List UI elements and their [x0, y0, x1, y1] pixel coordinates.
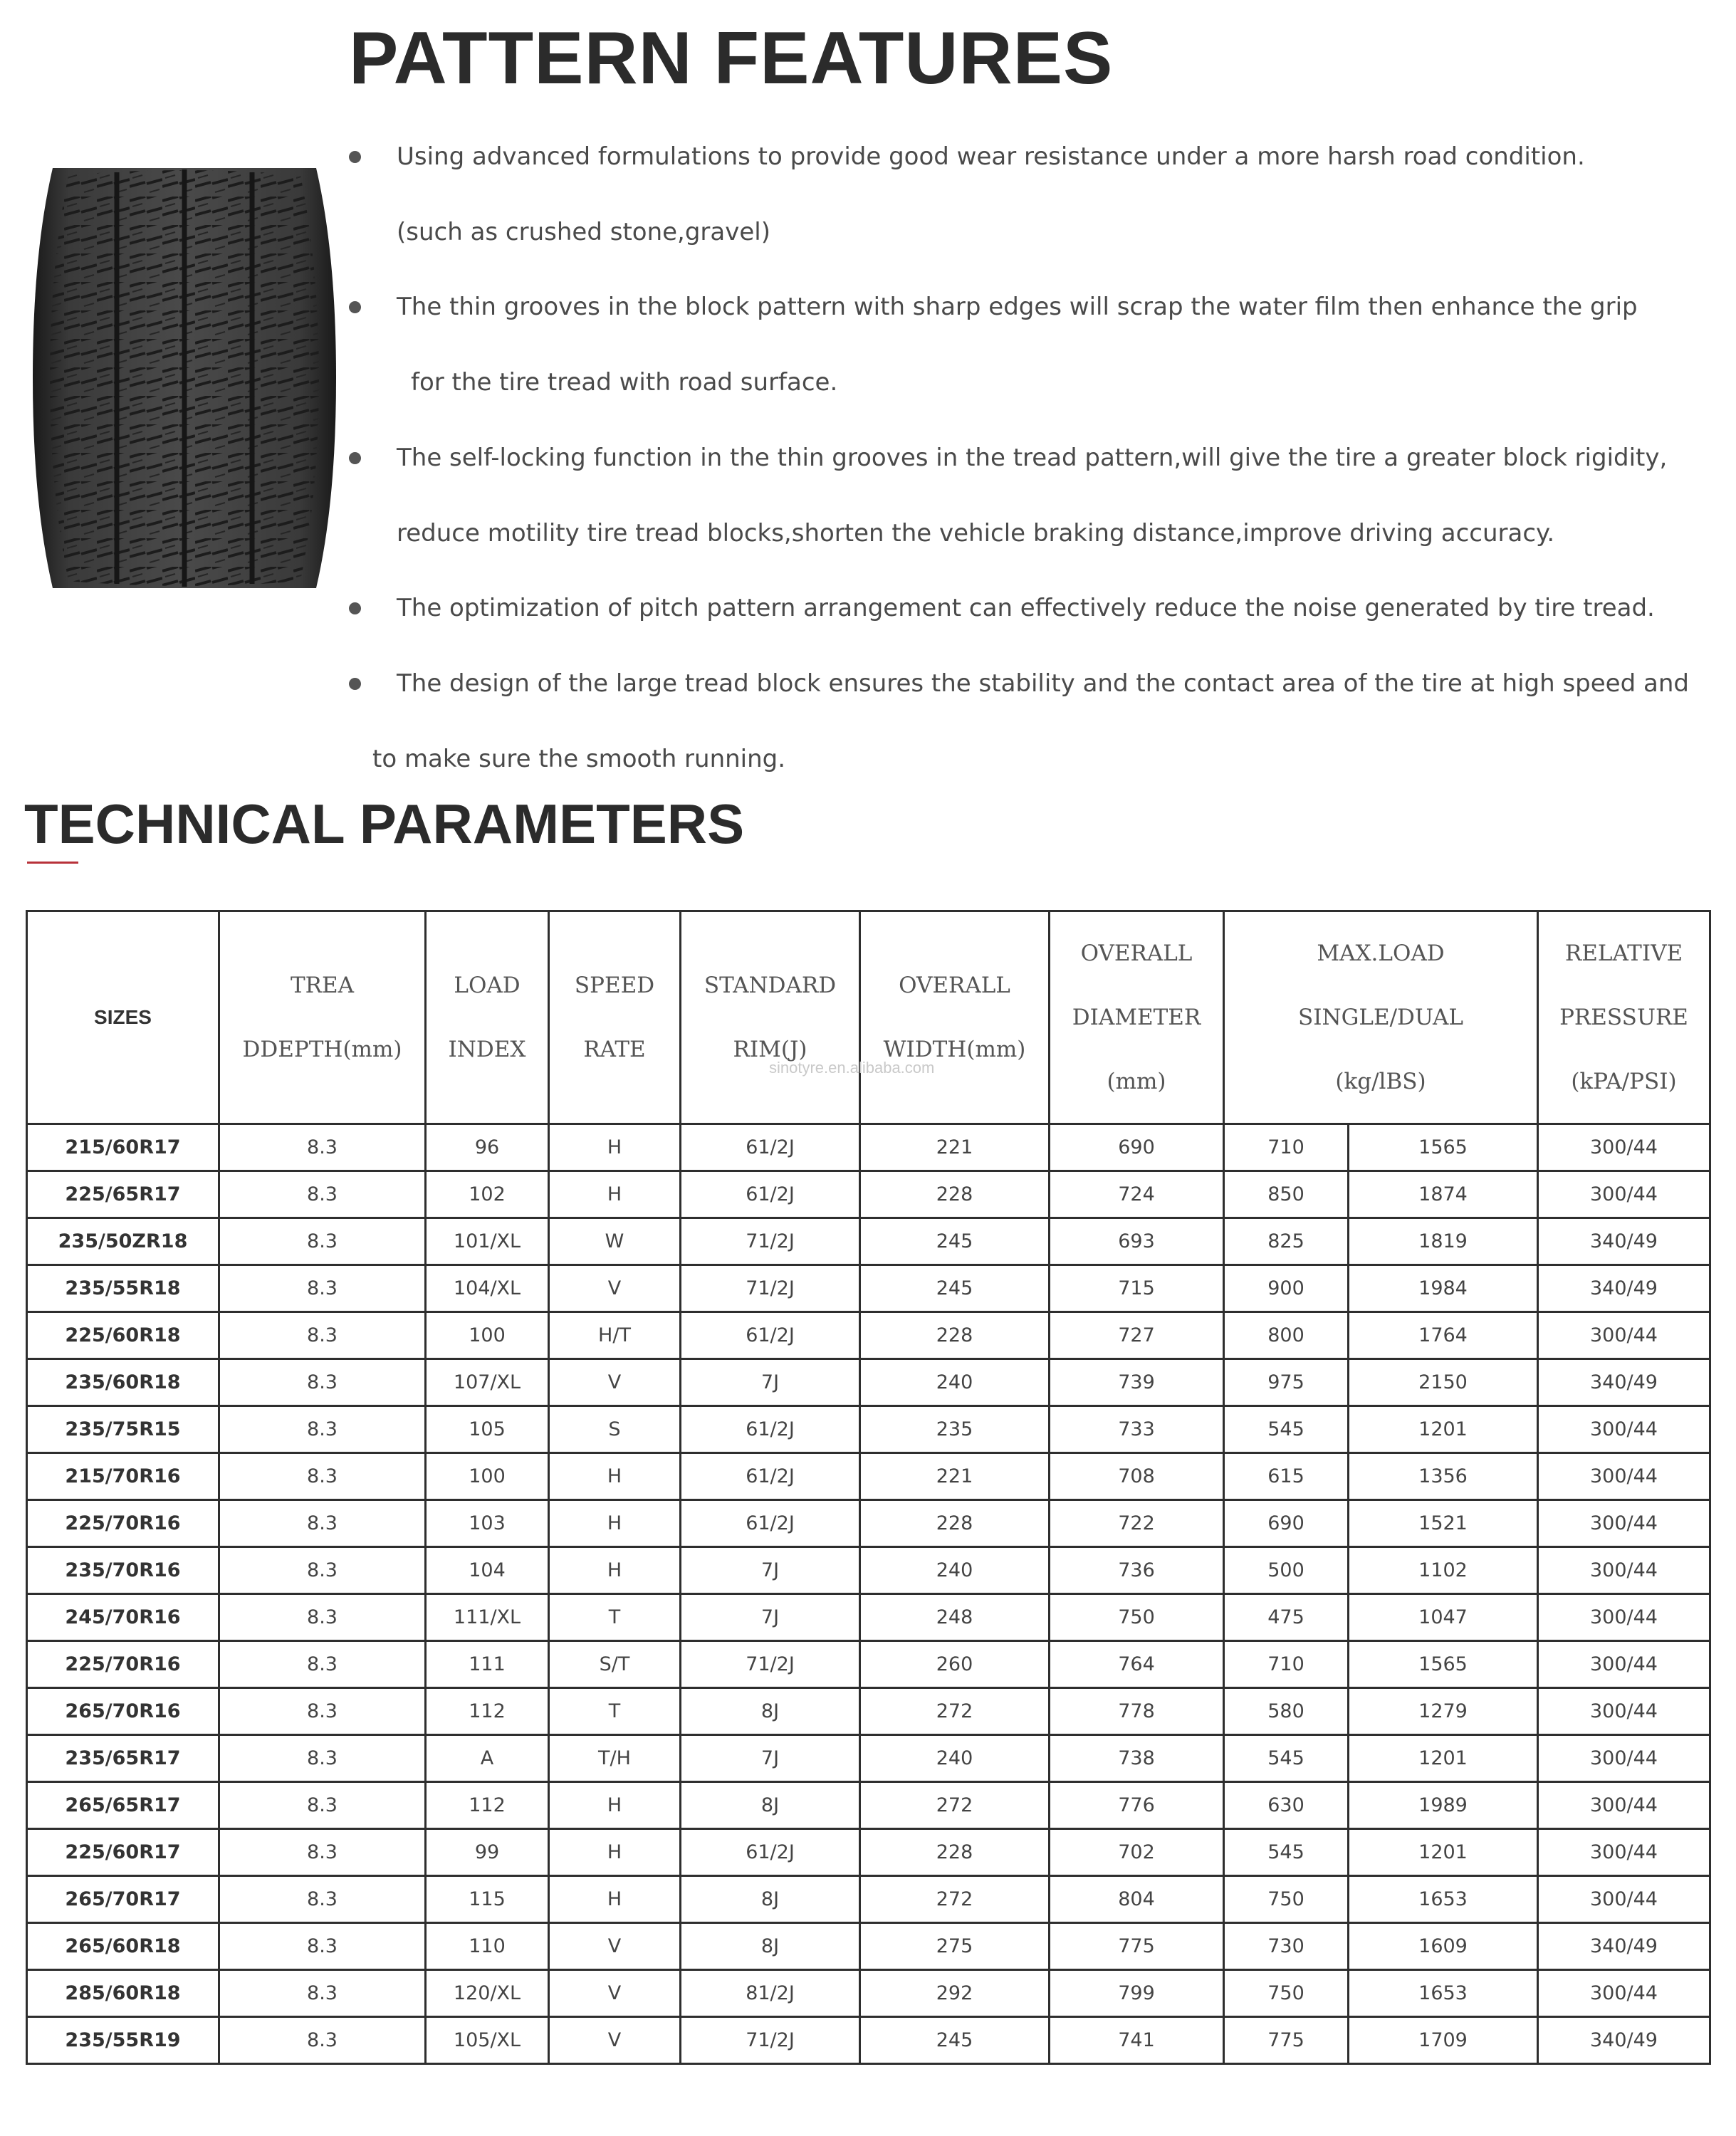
cell-overall-width: 228 — [860, 1500, 1050, 1547]
header-speed-rate: SPEED RATE — [549, 911, 681, 1124]
cell-load-index: 99 — [426, 1829, 549, 1876]
cell-size: 245/70R16 — [27, 1594, 219, 1641]
cell-speed-rate: V — [549, 1923, 681, 1970]
cell-tread-depth: 8.3 — [219, 1359, 426, 1406]
cell-load-index: 115 — [426, 1876, 549, 1923]
cell-speed-rate: W — [549, 1218, 681, 1265]
cell-max-load-single: 580 — [1224, 1688, 1349, 1735]
feature-line: for the tire tread with road surface. — [411, 368, 838, 397]
cell-max-load-dual: 1201 — [1349, 1829, 1538, 1876]
cell-overall-diameter: 722 — [1050, 1500, 1224, 1547]
cell-load-index: A — [426, 1735, 549, 1782]
table-row — [27, 1406, 1710, 1453]
cell-max-load-single: 690 — [1224, 1500, 1349, 1547]
cell-overall-diameter: 750 — [1050, 1594, 1224, 1641]
cell-overall-width: 240 — [860, 1359, 1050, 1406]
cell-max-load-single: 800 — [1224, 1312, 1349, 1359]
cell-overall-diameter: 727 — [1050, 1312, 1224, 1359]
cell-max-load-single: 775 — [1224, 2017, 1349, 2064]
cell-size: 225/60R18 — [27, 1312, 219, 1359]
cell-speed-rate: V — [549, 2017, 681, 2064]
cell-max-load-single: 545 — [1224, 1829, 1349, 1876]
cell-overall-width: 272 — [860, 1688, 1050, 1735]
cell-relative-pressure: 340/49 — [1538, 1218, 1710, 1265]
cell-overall-diameter: 775 — [1050, 1923, 1224, 1970]
cell-tread-depth: 8.3 — [219, 1782, 426, 1829]
cell-standard-rim: 7J — [681, 1594, 860, 1641]
cell-standard-rim: 61/2J — [681, 1171, 860, 1218]
table-row — [27, 1500, 1710, 1547]
cell-relative-pressure: 300/44 — [1538, 1312, 1710, 1359]
cell-speed-rate: V — [549, 1970, 681, 2017]
table-row — [27, 1641, 1710, 1688]
cell-overall-width: 228 — [860, 1171, 1050, 1218]
cell-size: 285/60R18 — [27, 1970, 219, 2017]
cell-standard-rim: 61/2J — [681, 1500, 860, 1547]
cell-overall-diameter: 776 — [1050, 1782, 1224, 1829]
cell-tread-depth: 8.3 — [219, 1171, 426, 1218]
cell-standard-rim: 7J — [681, 1735, 860, 1782]
cell-max-load-dual: 1984 — [1349, 1265, 1538, 1312]
table-row — [27, 1688, 1710, 1735]
cell-overall-diameter: 778 — [1050, 1688, 1224, 1735]
feature-line: (such as crushed stone,gravel) — [397, 218, 770, 246]
cell-overall-diameter: 736 — [1050, 1547, 1224, 1594]
cell-speed-rate: H — [549, 1547, 681, 1594]
table-row — [27, 1923, 1710, 1970]
cell-size: 265/60R18 — [27, 1923, 219, 1970]
cell-overall-diameter: 708 — [1050, 1453, 1224, 1500]
cell-max-load-dual: 1874 — [1349, 1171, 1538, 1218]
cell-overall-width: 272 — [860, 1782, 1050, 1829]
cell-relative-pressure: 300/44 — [1538, 1876, 1710, 1923]
cell-overall-width: 240 — [860, 1735, 1050, 1782]
cell-standard-rim: 8J — [681, 1923, 860, 1970]
table-row — [27, 1171, 1710, 1218]
feature-line: reduce motility tire tread blocks,shorten the vehicle braking distance,improve driving accuracy. — [397, 519, 1555, 548]
bullet-icon — [349, 678, 361, 690]
cell-max-load-dual: 1609 — [1349, 1923, 1538, 1970]
cell-max-load-single: 900 — [1224, 1265, 1349, 1312]
feature-line: The optimization of pitch pattern arrangement can effectively reduce the noise generated by tire tread. — [397, 594, 1655, 622]
cell-max-load-dual: 1047 — [1349, 1594, 1538, 1641]
cell-max-load-single: 850 — [1224, 1171, 1349, 1218]
cell-relative-pressure: 300/44 — [1538, 1453, 1710, 1500]
header-standard-rim: STANDARD RIM(J) — [681, 911, 860, 1124]
cell-overall-width: 272 — [860, 1876, 1050, 1923]
table-row — [27, 1547, 1710, 1594]
cell-load-index: 111/XL — [426, 1594, 549, 1641]
cell-speed-rate: T — [549, 1594, 681, 1641]
cell-overall-width: 240 — [860, 1547, 1050, 1594]
cell-speed-rate: T/H — [549, 1735, 681, 1782]
cell-size: 235/55R19 — [27, 2017, 219, 2064]
cell-standard-rim: 81/2J — [681, 1970, 860, 2017]
cell-max-load-single: 475 — [1224, 1594, 1349, 1641]
cell-tread-depth: 8.3 — [219, 1547, 426, 1594]
cell-relative-pressure: 340/49 — [1538, 2017, 1710, 2064]
cell-max-load-single: 545 — [1224, 1735, 1349, 1782]
table-row — [27, 1124, 1710, 1171]
cell-speed-rate: H — [549, 1782, 681, 1829]
cell-load-index: 96 — [426, 1124, 549, 1171]
cell-standard-rim: 71/2J — [681, 1218, 860, 1265]
header-relative-pressure: RELATIVE PRESSURE (kPA/PSI) — [1538, 911, 1710, 1124]
header-max-load: MAX.LOAD SINGLE/DUAL (kg/lBS) — [1224, 911, 1538, 1124]
cell-standard-rim: 71/2J — [681, 1641, 860, 1688]
watermark: sinotyre.en.alibaba.com — [769, 1059, 935, 1077]
cell-max-load-single: 615 — [1224, 1453, 1349, 1500]
cell-standard-rim: 8J — [681, 1688, 860, 1735]
cell-size: 235/60R18 — [27, 1359, 219, 1406]
cell-tread-depth: 8.3 — [219, 1688, 426, 1735]
cell-overall-diameter: 724 — [1050, 1171, 1224, 1218]
header-overall-diameter: OVERALL DIAMETER (mm) — [1050, 911, 1224, 1124]
cell-relative-pressure: 340/49 — [1538, 1359, 1710, 1406]
cell-speed-rate: V — [549, 1265, 681, 1312]
cell-overall-diameter: 741 — [1050, 2017, 1224, 2064]
cell-size: 225/70R16 — [27, 1500, 219, 1547]
header-load-index: LOAD INDEX — [426, 911, 549, 1124]
cell-size: 225/65R17 — [27, 1171, 219, 1218]
table-row — [27, 1312, 1710, 1359]
cell-overall-width: 260 — [860, 1641, 1050, 1688]
technical-parameters-table — [26, 910, 1711, 2065]
cell-load-index: 112 — [426, 1688, 549, 1735]
cell-overall-width: 221 — [860, 1124, 1050, 1171]
cell-max-load-dual: 1653 — [1349, 1876, 1538, 1923]
table-row — [27, 1594, 1710, 1641]
cell-speed-rate: H — [549, 1124, 681, 1171]
cell-max-load-dual: 1565 — [1349, 1124, 1538, 1171]
cell-overall-diameter: 804 — [1050, 1876, 1224, 1923]
cell-size: 235/65R17 — [27, 1735, 219, 1782]
cell-relative-pressure: 300/44 — [1538, 1547, 1710, 1594]
cell-size: 215/70R16 — [27, 1453, 219, 1500]
cell-tread-depth: 8.3 — [219, 1594, 426, 1641]
cell-tread-depth: 8.3 — [219, 2017, 426, 2064]
cell-load-index: 111 — [426, 1641, 549, 1688]
cell-max-load-single: 750 — [1224, 1970, 1349, 2017]
cell-relative-pressure: 340/49 — [1538, 1265, 1710, 1312]
cell-size: 265/70R17 — [27, 1876, 219, 1923]
feature-line: Using advanced formulations to provide good wear resistance under a more harsh road condition. — [397, 142, 1585, 171]
cell-overall-width: 248 — [860, 1594, 1050, 1641]
cell-overall-diameter: 715 — [1050, 1265, 1224, 1312]
cell-relative-pressure: 300/44 — [1538, 1735, 1710, 1782]
cell-size: 235/70R16 — [27, 1547, 219, 1594]
pattern-features-title: PATTERN FEATURES — [349, 17, 1114, 100]
cell-tread-depth: 8.3 — [219, 1876, 426, 1923]
cell-relative-pressure: 300/44 — [1538, 1970, 1710, 2017]
cell-relative-pressure: 300/44 — [1538, 1500, 1710, 1547]
cell-speed-rate: S — [549, 1406, 681, 1453]
cell-overall-width: 235 — [860, 1406, 1050, 1453]
cell-size: 265/70R16 — [27, 1688, 219, 1735]
cell-load-index: 103 — [426, 1500, 549, 1547]
cell-speed-rate: H/T — [549, 1312, 681, 1359]
cell-overall-width: 228 — [860, 1829, 1050, 1876]
cell-overall-width: 245 — [860, 1265, 1050, 1312]
cell-max-load-dual: 1989 — [1349, 1782, 1538, 1829]
title-accent-underline — [27, 862, 78, 864]
cell-relative-pressure: 300/44 — [1538, 1594, 1710, 1641]
cell-size: 215/60R17 — [27, 1124, 219, 1171]
cell-standard-rim: 8J — [681, 1782, 860, 1829]
header-overall-width: OVERALL WIDTH(mm) — [860, 911, 1050, 1124]
cell-relative-pressure: 300/44 — [1538, 1406, 1710, 1453]
cell-load-index: 105/XL — [426, 2017, 549, 2064]
cell-load-index: 105 — [426, 1406, 549, 1453]
cell-standard-rim: 8J — [681, 1876, 860, 1923]
cell-overall-width: 221 — [860, 1453, 1050, 1500]
table-row — [27, 1453, 1710, 1500]
table-row — [27, 1782, 1710, 1829]
cell-tread-depth: 8.3 — [219, 1453, 426, 1500]
cell-standard-rim: 61/2J — [681, 1312, 860, 1359]
cell-relative-pressure: 300/44 — [1538, 1688, 1710, 1735]
cell-load-index: 104 — [426, 1547, 549, 1594]
cell-max-load-single: 750 — [1224, 1876, 1349, 1923]
cell-tread-depth: 8.3 — [219, 1500, 426, 1547]
cell-overall-diameter: 764 — [1050, 1641, 1224, 1688]
cell-speed-rate: H — [549, 1876, 681, 1923]
cell-speed-rate: S/T — [549, 1641, 681, 1688]
cell-standard-rim: 61/2J — [681, 1406, 860, 1453]
cell-load-index: 100 — [426, 1453, 549, 1500]
cell-max-load-single: 500 — [1224, 1547, 1349, 1594]
header-sizes: SIZES — [27, 911, 219, 1124]
cell-max-load-dual: 1764 — [1349, 1312, 1538, 1359]
cell-load-index: 101/XL — [426, 1218, 549, 1265]
cell-size: 235/50ZR18 — [27, 1218, 219, 1265]
feature-line: The thin grooves in the block pattern with sharp edges will scrap the water film then enhance the grip — [397, 293, 1638, 321]
table-row — [27, 1829, 1710, 1876]
cell-load-index: 112 — [426, 1782, 549, 1829]
table-row — [27, 1970, 1710, 2017]
cell-relative-pressure: 300/44 — [1538, 1124, 1710, 1171]
cell-tread-depth: 8.3 — [219, 1312, 426, 1359]
feature-line: to make sure the smooth running. — [372, 745, 786, 773]
cell-tread-depth: 8.3 — [219, 1923, 426, 1970]
cell-overall-diameter: 738 — [1050, 1735, 1224, 1782]
cell-load-index: 104/XL — [426, 1265, 549, 1312]
cell-max-load-dual: 2150 — [1349, 1359, 1538, 1406]
cell-max-load-single: 710 — [1224, 1641, 1349, 1688]
table-row — [27, 1218, 1710, 1265]
cell-overall-diameter: 799 — [1050, 1970, 1224, 2017]
cell-overall-width: 245 — [860, 2017, 1050, 2064]
cell-load-index: 100 — [426, 1312, 549, 1359]
cell-tread-depth: 8.3 — [219, 1218, 426, 1265]
cell-max-load-dual: 1356 — [1349, 1453, 1538, 1500]
cell-max-load-dual: 1819 — [1349, 1218, 1538, 1265]
feature-line: The design of the large tread block ensures the stability and the contact area of the tire at high speed and — [397, 669, 1689, 698]
cell-max-load-dual: 1565 — [1349, 1641, 1538, 1688]
cell-tread-depth: 8.3 — [219, 1735, 426, 1782]
technical-parameters-title: TECHNICAL PARAMETERS — [24, 792, 745, 855]
cell-max-load-dual: 1653 — [1349, 1970, 1538, 2017]
table-row — [27, 2017, 1710, 2064]
tire-tread-image — [31, 168, 338, 588]
cell-load-index: 107/XL — [426, 1359, 549, 1406]
cell-tread-depth: 8.3 — [219, 1829, 426, 1876]
cell-max-load-dual: 1201 — [1349, 1406, 1538, 1453]
bullet-icon — [349, 151, 361, 163]
table-row — [27, 1265, 1710, 1312]
bullet-icon — [349, 602, 361, 614]
cell-overall-diameter: 702 — [1050, 1829, 1224, 1876]
cell-load-index: 102 — [426, 1171, 549, 1218]
cell-size: 265/65R17 — [27, 1782, 219, 1829]
table-row — [27, 1359, 1710, 1406]
cell-size: 235/75R15 — [27, 1406, 219, 1453]
cell-size: 225/70R16 — [27, 1641, 219, 1688]
cell-overall-width: 245 — [860, 1218, 1050, 1265]
cell-relative-pressure: 300/44 — [1538, 1829, 1710, 1876]
cell-tread-depth: 8.3 — [219, 1124, 426, 1171]
cell-standard-rim: 7J — [681, 1547, 860, 1594]
header-tread-depth: TREA DDEPTH(mm) — [219, 911, 426, 1124]
cell-max-load-single: 545 — [1224, 1406, 1349, 1453]
cell-tread-depth: 8.3 — [219, 1970, 426, 2017]
cell-speed-rate: H — [549, 1500, 681, 1547]
cell-overall-width: 275 — [860, 1923, 1050, 1970]
cell-standard-rim: 7J — [681, 1359, 860, 1406]
cell-speed-rate: V — [549, 1359, 681, 1406]
cell-speed-rate: H — [549, 1829, 681, 1876]
cell-speed-rate: H — [549, 1171, 681, 1218]
bullet-icon — [349, 452, 361, 464]
cell-load-index: 110 — [426, 1923, 549, 1970]
cell-overall-width: 292 — [860, 1970, 1050, 2017]
cell-load-index: 120/XL — [426, 1970, 549, 2017]
cell-standard-rim: 71/2J — [681, 2017, 860, 2064]
table-row — [27, 1876, 1710, 1923]
table-row — [27, 1735, 1710, 1782]
cell-overall-diameter: 693 — [1050, 1218, 1224, 1265]
cell-speed-rate: H — [549, 1453, 681, 1500]
cell-max-load-single: 975 — [1224, 1359, 1349, 1406]
cell-relative-pressure: 340/49 — [1538, 1923, 1710, 1970]
cell-standard-rim: 71/2J — [681, 1265, 860, 1312]
cell-max-load-dual: 1279 — [1349, 1688, 1538, 1735]
table-header-row — [27, 911, 1710, 1124]
cell-overall-diameter: 690 — [1050, 1124, 1224, 1171]
cell-standard-rim: 61/2J — [681, 1124, 860, 1171]
cell-max-load-dual: 1102 — [1349, 1547, 1538, 1594]
cell-size: 235/55R18 — [27, 1265, 219, 1312]
cell-relative-pressure: 300/44 — [1538, 1782, 1710, 1829]
cell-relative-pressure: 300/44 — [1538, 1171, 1710, 1218]
cell-max-load-dual: 1709 — [1349, 2017, 1538, 2064]
cell-tread-depth: 8.3 — [219, 1406, 426, 1453]
cell-max-load-dual: 1521 — [1349, 1500, 1538, 1547]
bullet-icon — [349, 301, 361, 313]
cell-standard-rim: 61/2J — [681, 1829, 860, 1876]
feature-line: The self-locking function in the thin grooves in the tread pattern,will give the tire a greater block rigidity, — [397, 444, 1668, 472]
cell-standard-rim: 61/2J — [681, 1453, 860, 1500]
cell-relative-pressure: 300/44 — [1538, 1641, 1710, 1688]
cell-max-load-dual: 1201 — [1349, 1735, 1538, 1782]
cell-max-load-single: 630 — [1224, 1782, 1349, 1829]
cell-tread-depth: 8.3 — [219, 1641, 426, 1688]
cell-tread-depth: 8.3 — [219, 1265, 426, 1312]
cell-max-load-single: 825 — [1224, 1218, 1349, 1265]
cell-overall-width: 228 — [860, 1312, 1050, 1359]
cell-max-load-single: 710 — [1224, 1124, 1349, 1171]
cell-overall-diameter: 733 — [1050, 1406, 1224, 1453]
cell-speed-rate: T — [549, 1688, 681, 1735]
cell-size: 225/60R17 — [27, 1829, 219, 1876]
cell-overall-diameter: 739 — [1050, 1359, 1224, 1406]
cell-max-load-single: 730 — [1224, 1923, 1349, 1970]
